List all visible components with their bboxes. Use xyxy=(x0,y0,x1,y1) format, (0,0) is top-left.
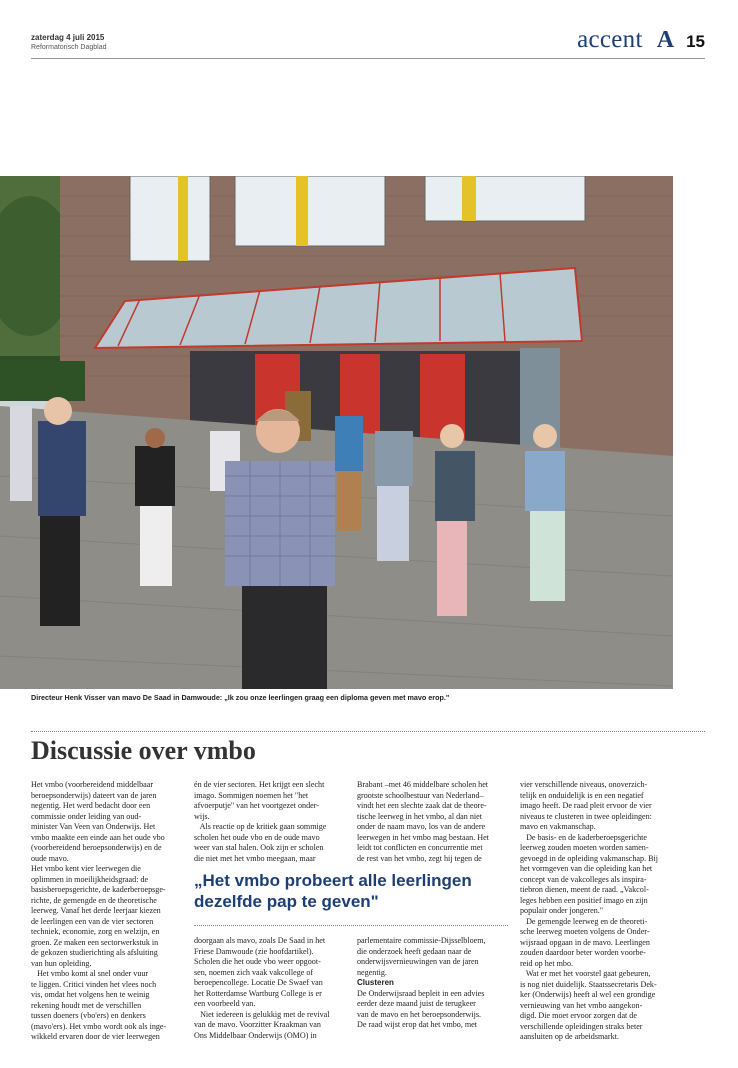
article-column-4: vier verschillende niveaus, onoverzich- telijk en onduidelijk is en een negatief imago heeft. De raad pleit ervoor de vier niveaus te clusteren in twee opleidingen: mavo en vakmanschap. De basis- en de kaderberoepsgerichte leerweg zouden moeten worden samen- gevoegd in de opleiding vakmanschap. Bij het vormgeven van die opleiding kan het concept van de vakcolleges als inspira- tiebron dienen, meent de raad. „Vakcol- leges hebben een positief imago en zijn populair onder jongeren." De gemengde leerweg en de theoreti- sche leerweg moeten volgens de Onder- wijsraad opgaan in de mavo. Leerlingen zouden daardoor beter worden voorbe- reid op het mbo. Wat er met het voorstel gaat gebeuren, is nog niet duidelijk. Staatssecretaris Dek- ker (Onderwijs) heeft al wel een grondige vernieuwing van het vmbo aangekon- digd. Die moet ervoor zorgen dat de verschillende opleidingen straks beter aansluiten op de arbeidsmarkt. xyxy=(520,780,659,1041)
newspaper-name: Reformatorisch Dagblad xyxy=(31,44,107,51)
article-divider xyxy=(31,731,705,732)
article-column-3-bottom xyxy=(357,936,505,1031)
photo-caption: Directeur Henk Visser van mavo De Saad in Damwoude: „Ik zou onze leerlingen graag een diploma geven met mavo erop." xyxy=(31,693,450,702)
article-column-2-top: én de vier sectoren. Het krijgt een slecht imago. Sommigen noemen het "het afvoerputje" van het voortgezet onder- wijs. Als reactie op de kritiek gaan sommige scholen het oude vbo en de oude mavo weer van stal halen. Ook zijn er scholen die niet met het vmbo meegaan, maar xyxy=(194,780,327,863)
article-column-2-bottom: doorgaan als mavo, zoals De Saad in het Friese Damwoude (zie hoofdartikel). Scholen die het oude vbo weer opgoot- sen, noemen zich vaak vakcollege of beroepencollege. Locatie De Swaef van het Rotterdamse Wartburg College is er een voorbeeld van. Niet iedereen is gelukkig met de revival van de mavo. Voorzitter Kraakman van Ons Middelbaar Onderwijs (OMO) in xyxy=(194,936,330,1040)
article-headline: Discussie over vmbo xyxy=(31,736,256,765)
section-letter: A xyxy=(656,27,675,53)
article-column-1: Het vmbo (voorbereidend middelbaar beroepsonderwijs) dateert van de jaren negentig. Het werd bedacht door een commissie onder leiding van oud- minister Van Veen van Onderwijs. Het vmbo maakte een einde aan het oude vbo (voorbereidend beroepsonderwijs) en de oude mavo. Het vmbo kent vier leerwegen die oplimmen in moeilijkheidsgraad: de basisberoepsgerichte, de kaderberoepsge- richte, de gemengde en de theoretische leerweg. Vanaf het derde leerjaar kiezen de leerlingen een van de vier sectoren techniek, economie, zorg en welzijn, en groen. Ze maken een sectorwerkstuk in de gekozen studierichting als afsluiting van hun opleiding. Het vmbo komt al snel onder vuur te liggen. Critici vinden het vlees noch vis, omdat het volgens hen te weinig rekening houdt met de verschillen tussen doeners (vbo'ers) en denkers (mavo'ers). Het vmbo wordt ook als inge- wikkeld ervaren door de vier leerwegen xyxy=(31,780,167,1041)
article-column-3-top: Brabant –met 46 middelbare scholen het grootste schoolbestuur van Nederland– vindt het een slechte zaak dat de theore- tische leerweg in het vmbo, al dan niet onder de naam mavo, los van de andere leerwegen in het vmbo mag bestaan. Het leidt tot conflicten en concurrentie met de rest van het vmbo, zegt hij tegen de xyxy=(357,780,489,863)
section-title: accent xyxy=(577,26,643,53)
subheading-clusteren: Clusteren xyxy=(357,978,394,987)
column-3-bottom-text: parlementaire commissie-Dijsselbloem, die onderzoek heeft gedaan naar de onderwijsvernieuwingen van de jaren negentig. xyxy=(357,936,486,977)
pull-quote-divider xyxy=(194,925,508,926)
page-header-right xyxy=(577,26,705,54)
page-number: 15 xyxy=(686,32,705,51)
issue-date: zaterdag 4 juli 2015 xyxy=(31,33,105,42)
header-divider xyxy=(31,58,705,59)
pull-quote: „Het vmbo probeert alle leerlingen dezelfde pap te geven" xyxy=(194,871,472,911)
page-header-left xyxy=(31,33,106,52)
column-3-end-text: De Onderwijsraad bepleit in een advies eerder deze maand juist de terugkeer van de mavo en het beroepsonderwijs. De raad wijst erop dat het vmbo, met xyxy=(357,988,485,1029)
article-photo xyxy=(0,176,673,689)
